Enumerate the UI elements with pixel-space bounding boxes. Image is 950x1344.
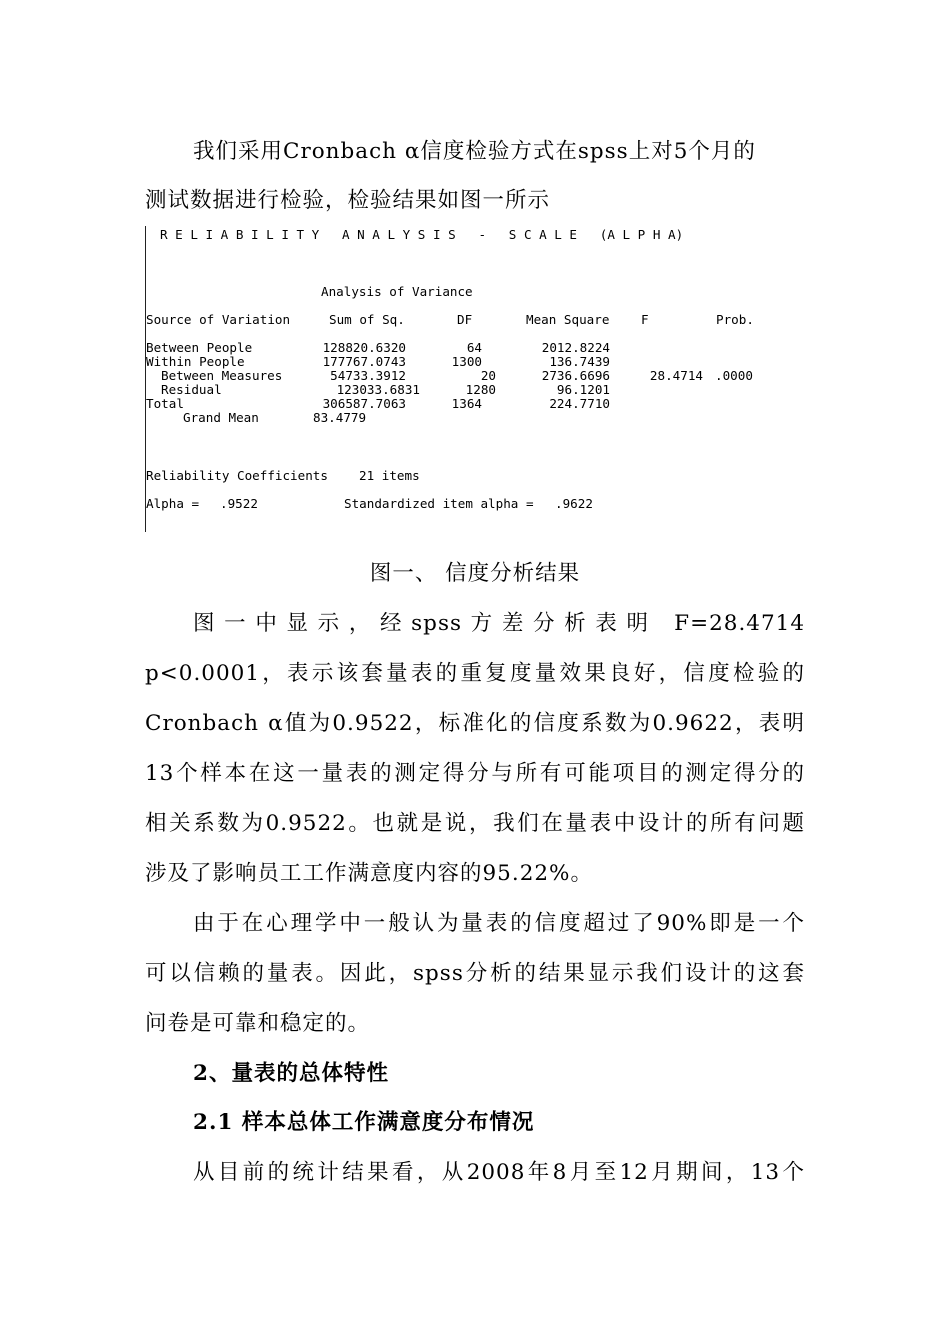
spss-banner: R E L I A B I L I T Y A N A L Y S I S - S C A L E (A L P H A) <box>160 227 684 242</box>
standardized-alpha-label: Standardized item alpha = <box>344 496 534 511</box>
row-ss: 128820.6320 <box>322 340 406 355</box>
reliability-label: Reliability Coefficients <box>146 468 328 483</box>
paragraph-2-line-5: 相关系数为0.9522。也就是说，我们在量表中设计的所有问题 <box>145 811 805 836</box>
section-heading-2: 2、量表的总体特性 <box>193 1061 389 1086</box>
paragraph-2-line-4: 13个样本在这一量表的测定得分与所有可能项目的测定得分的 <box>145 761 805 786</box>
alpha-value: .9522 <box>220 496 258 511</box>
paragraph-3-line-3: 问卷是可靠和稳定的。 <box>145 1011 371 1036</box>
row-ss: 54733.3912 <box>330 368 406 383</box>
header-prob: Prob. <box>716 312 754 327</box>
header-mean-square: Mean Square <box>526 312 610 327</box>
header-source: Source of Variation <box>146 312 291 327</box>
row-ms: 2012.8224 <box>541 340 610 355</box>
row-df: 1300 <box>451 354 482 369</box>
figure-caption: 图一、 信度分析结果 <box>369 561 581 586</box>
row-f: 28.4714 <box>649 368 703 383</box>
paragraph-3-line-1: 由于在心理学中一般认为量表的信度超过了90%即是一个 <box>193 911 805 936</box>
row-ss: 177767.0743 <box>322 354 406 369</box>
header-f: F <box>641 312 649 327</box>
anova-title: Analysis of Variance <box>321 284 473 299</box>
paragraph-2-line-3: Cronbach α值为0.9522，标准化的信度系数为0.9622，表明 <box>145 711 805 736</box>
reliability-items: 21 items <box>359 468 420 483</box>
spss-output-figure <box>145 226 816 532</box>
row-source: Residual <box>161 382 222 397</box>
row-ms: 96.1201 <box>556 382 610 397</box>
alpha-label: Alpha = <box>146 496 200 511</box>
row-ss: 123033.6831 <box>336 382 420 397</box>
paragraph-1-line-2: 测试数据进行检验，检验结果如图一所示 <box>145 188 551 213</box>
section-heading-2-1: 2.1 样本总体工作满意度分布情况 <box>193 1110 535 1135</box>
row-df: 64 <box>466 340 482 355</box>
row-source: Between Measures <box>161 368 283 383</box>
grand-mean-value: 83.4779 <box>313 410 367 425</box>
row-ss: 306587.7063 <box>322 396 406 411</box>
row-source: Between People <box>146 340 253 355</box>
header-sum-sq: Sum of Sq. <box>329 312 405 327</box>
paragraph-2-line-2: p<0.0001，表示该套量表的重复度量效果良好，信度检验的 <box>145 661 805 686</box>
row-df: 20 <box>480 368 496 383</box>
paragraph-2-line-6: 涉及了影响员工工作满意度内容的95.22%。 <box>145 861 593 886</box>
paragraph-2-line-1: 图一中显示，经spss方差分析表明 F=28.4714 <box>193 611 805 636</box>
row-ms: 2736.6696 <box>541 368 610 383</box>
row-df: 1280 <box>465 382 496 397</box>
paragraph-4-line-1: 从目前的统计结果看，从2008年8月至12月期间，13个 <box>193 1160 805 1185</box>
header-df: DF <box>457 312 473 327</box>
row-source: Within People <box>146 354 245 369</box>
row-prob: .0000 <box>715 368 753 383</box>
standardized-alpha-value: .9622 <box>555 496 593 511</box>
paragraph-3-line-2: 可以信赖的量表。因此，spss分析的结果显示我们设计的这套 <box>145 961 805 986</box>
row-ms: 224.7710 <box>549 396 610 411</box>
row-ms: 136.7439 <box>549 354 610 369</box>
row-source: Total <box>146 396 184 411</box>
paragraph-1-line-1: 我们采用Cronbach α信度检验方式在spss上对5个月的 <box>193 139 756 164</box>
grand-mean-label: Grand Mean <box>183 410 259 425</box>
row-df: 1364 <box>451 396 482 411</box>
